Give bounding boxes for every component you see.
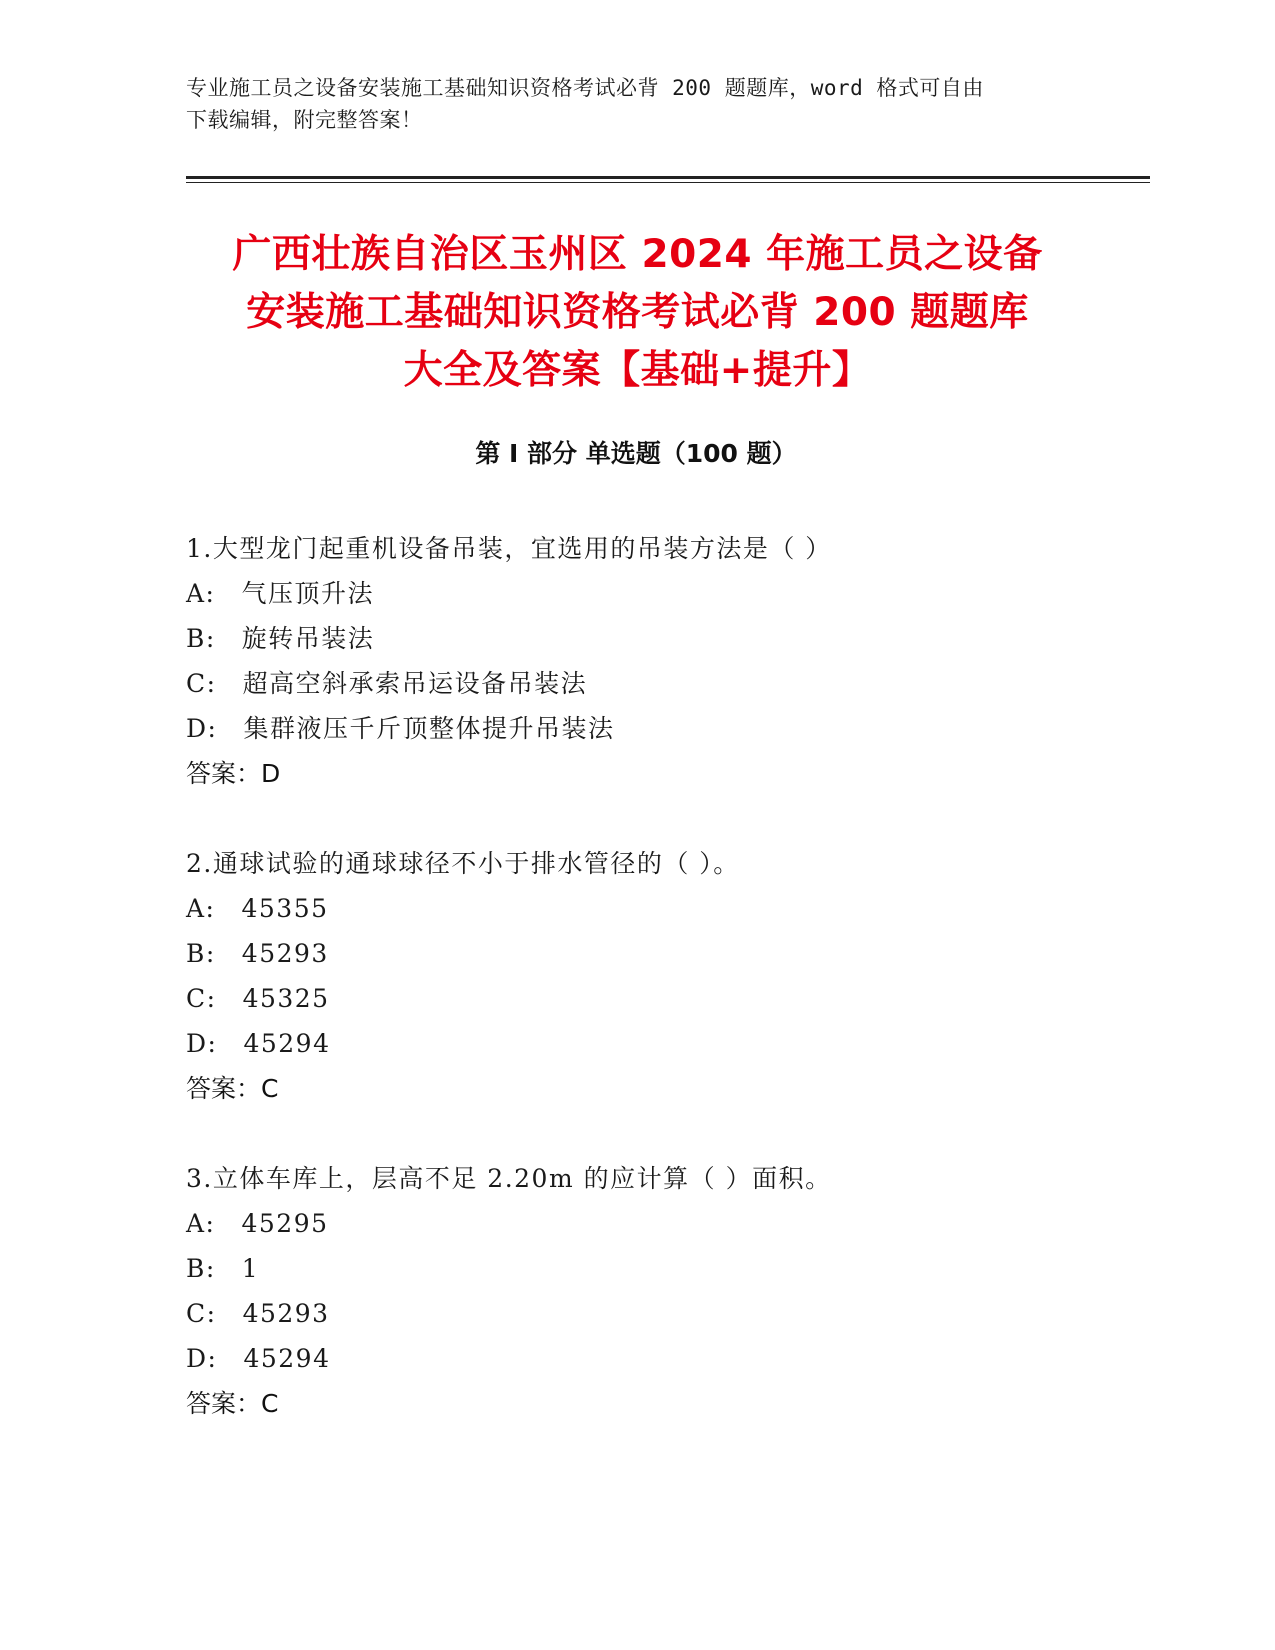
question-1: [186, 526, 1126, 796]
option-letter: A:: [186, 894, 216, 923]
document-title: [150, 226, 1125, 400]
answer-value: C: [261, 1389, 279, 1418]
option-text: 45293: [242, 1299, 330, 1328]
option-c: [186, 661, 1126, 706]
answer-label: 答案：: [186, 1389, 262, 1418]
option-text: 45325: [242, 984, 330, 1013]
document-title-line-1: 广西壮族自治区玉州区 2024 年施工员之设备: [232, 232, 1043, 277]
option-b: [186, 931, 1126, 976]
answer-line: [186, 1066, 1126, 1111]
option-c: [186, 1291, 1126, 1336]
question-3: [186, 1156, 1126, 1426]
option-text: 集群液压千斤顶整体提升吊装法: [243, 714, 615, 743]
option-letter: A:: [186, 1209, 216, 1238]
answer-label: 答案：: [186, 1074, 262, 1103]
option-text: 45294: [243, 1344, 331, 1373]
option-letter: D:: [186, 1344, 218, 1373]
option-text: 气压顶升法: [241, 579, 374, 608]
option-text: 45293: [241, 939, 329, 968]
option-letter: C:: [186, 669, 217, 698]
question-2: [186, 841, 1126, 1111]
document-title-line-2: 安装施工基础知识资格考试必背 200 题题库: [246, 290, 1029, 335]
option-text: 超高空斜承索吊运设备吊装法: [242, 669, 588, 698]
option-a: [186, 571, 1126, 616]
option-b: [186, 1246, 1126, 1291]
question-stem: 1.大型龙门起重机设备吊装，宜选用的吊装方法是（ ）: [186, 534, 832, 563]
header-divider-thick: [186, 176, 1150, 179]
header-note-line-1: 专业施工员之设备安装施工基础知识资格考试必背 200 题题库，word 格式可自由: [186, 76, 984, 100]
option-letter: A:: [186, 579, 216, 608]
question-stem: 2.通球试验的通球球径不小于排水管径的（ ）。: [186, 849, 740, 878]
question-stem: 3.立体车库上，层高不足 2.20m 的应计算（ ）面积。: [186, 1164, 832, 1193]
answer-value: D: [261, 759, 281, 788]
answer-line: [186, 751, 1126, 796]
answer-label: 答案：: [186, 759, 262, 788]
document-title-line-3: 大全及答案【基础+提升】: [403, 348, 872, 393]
option-letter: B:: [186, 1254, 216, 1283]
option-letter: D:: [186, 1029, 218, 1058]
option-letter: C:: [186, 1299, 217, 1328]
answer-value: C: [261, 1074, 279, 1103]
option-a: [186, 886, 1126, 931]
option-d: [186, 1336, 1126, 1381]
option-text: 1: [241, 1254, 260, 1283]
option-d: [186, 706, 1126, 751]
header-note-line-2: 下载编辑，附完整答案！: [186, 108, 423, 132]
option-d: [186, 1021, 1126, 1066]
option-letter: B:: [186, 939, 216, 968]
option-text: 45295: [241, 1209, 329, 1238]
option-text: 45355: [241, 894, 329, 923]
option-letter: D:: [186, 714, 218, 743]
option-text: 45294: [243, 1029, 331, 1058]
option-a: [186, 1201, 1126, 1246]
option-b: [186, 616, 1126, 661]
option-text: 旋转吊装法: [241, 624, 375, 653]
option-c: [186, 976, 1126, 1021]
section-heading: 第 I 部分 单选题（100 题）: [475, 439, 797, 468]
option-letter: B:: [186, 624, 216, 653]
header-divider-thin: [186, 182, 1150, 183]
header-note: [186, 72, 1066, 136]
option-letter: C:: [186, 984, 217, 1013]
answer-line: [186, 1381, 1126, 1426]
question-list: [186, 526, 1126, 1471]
